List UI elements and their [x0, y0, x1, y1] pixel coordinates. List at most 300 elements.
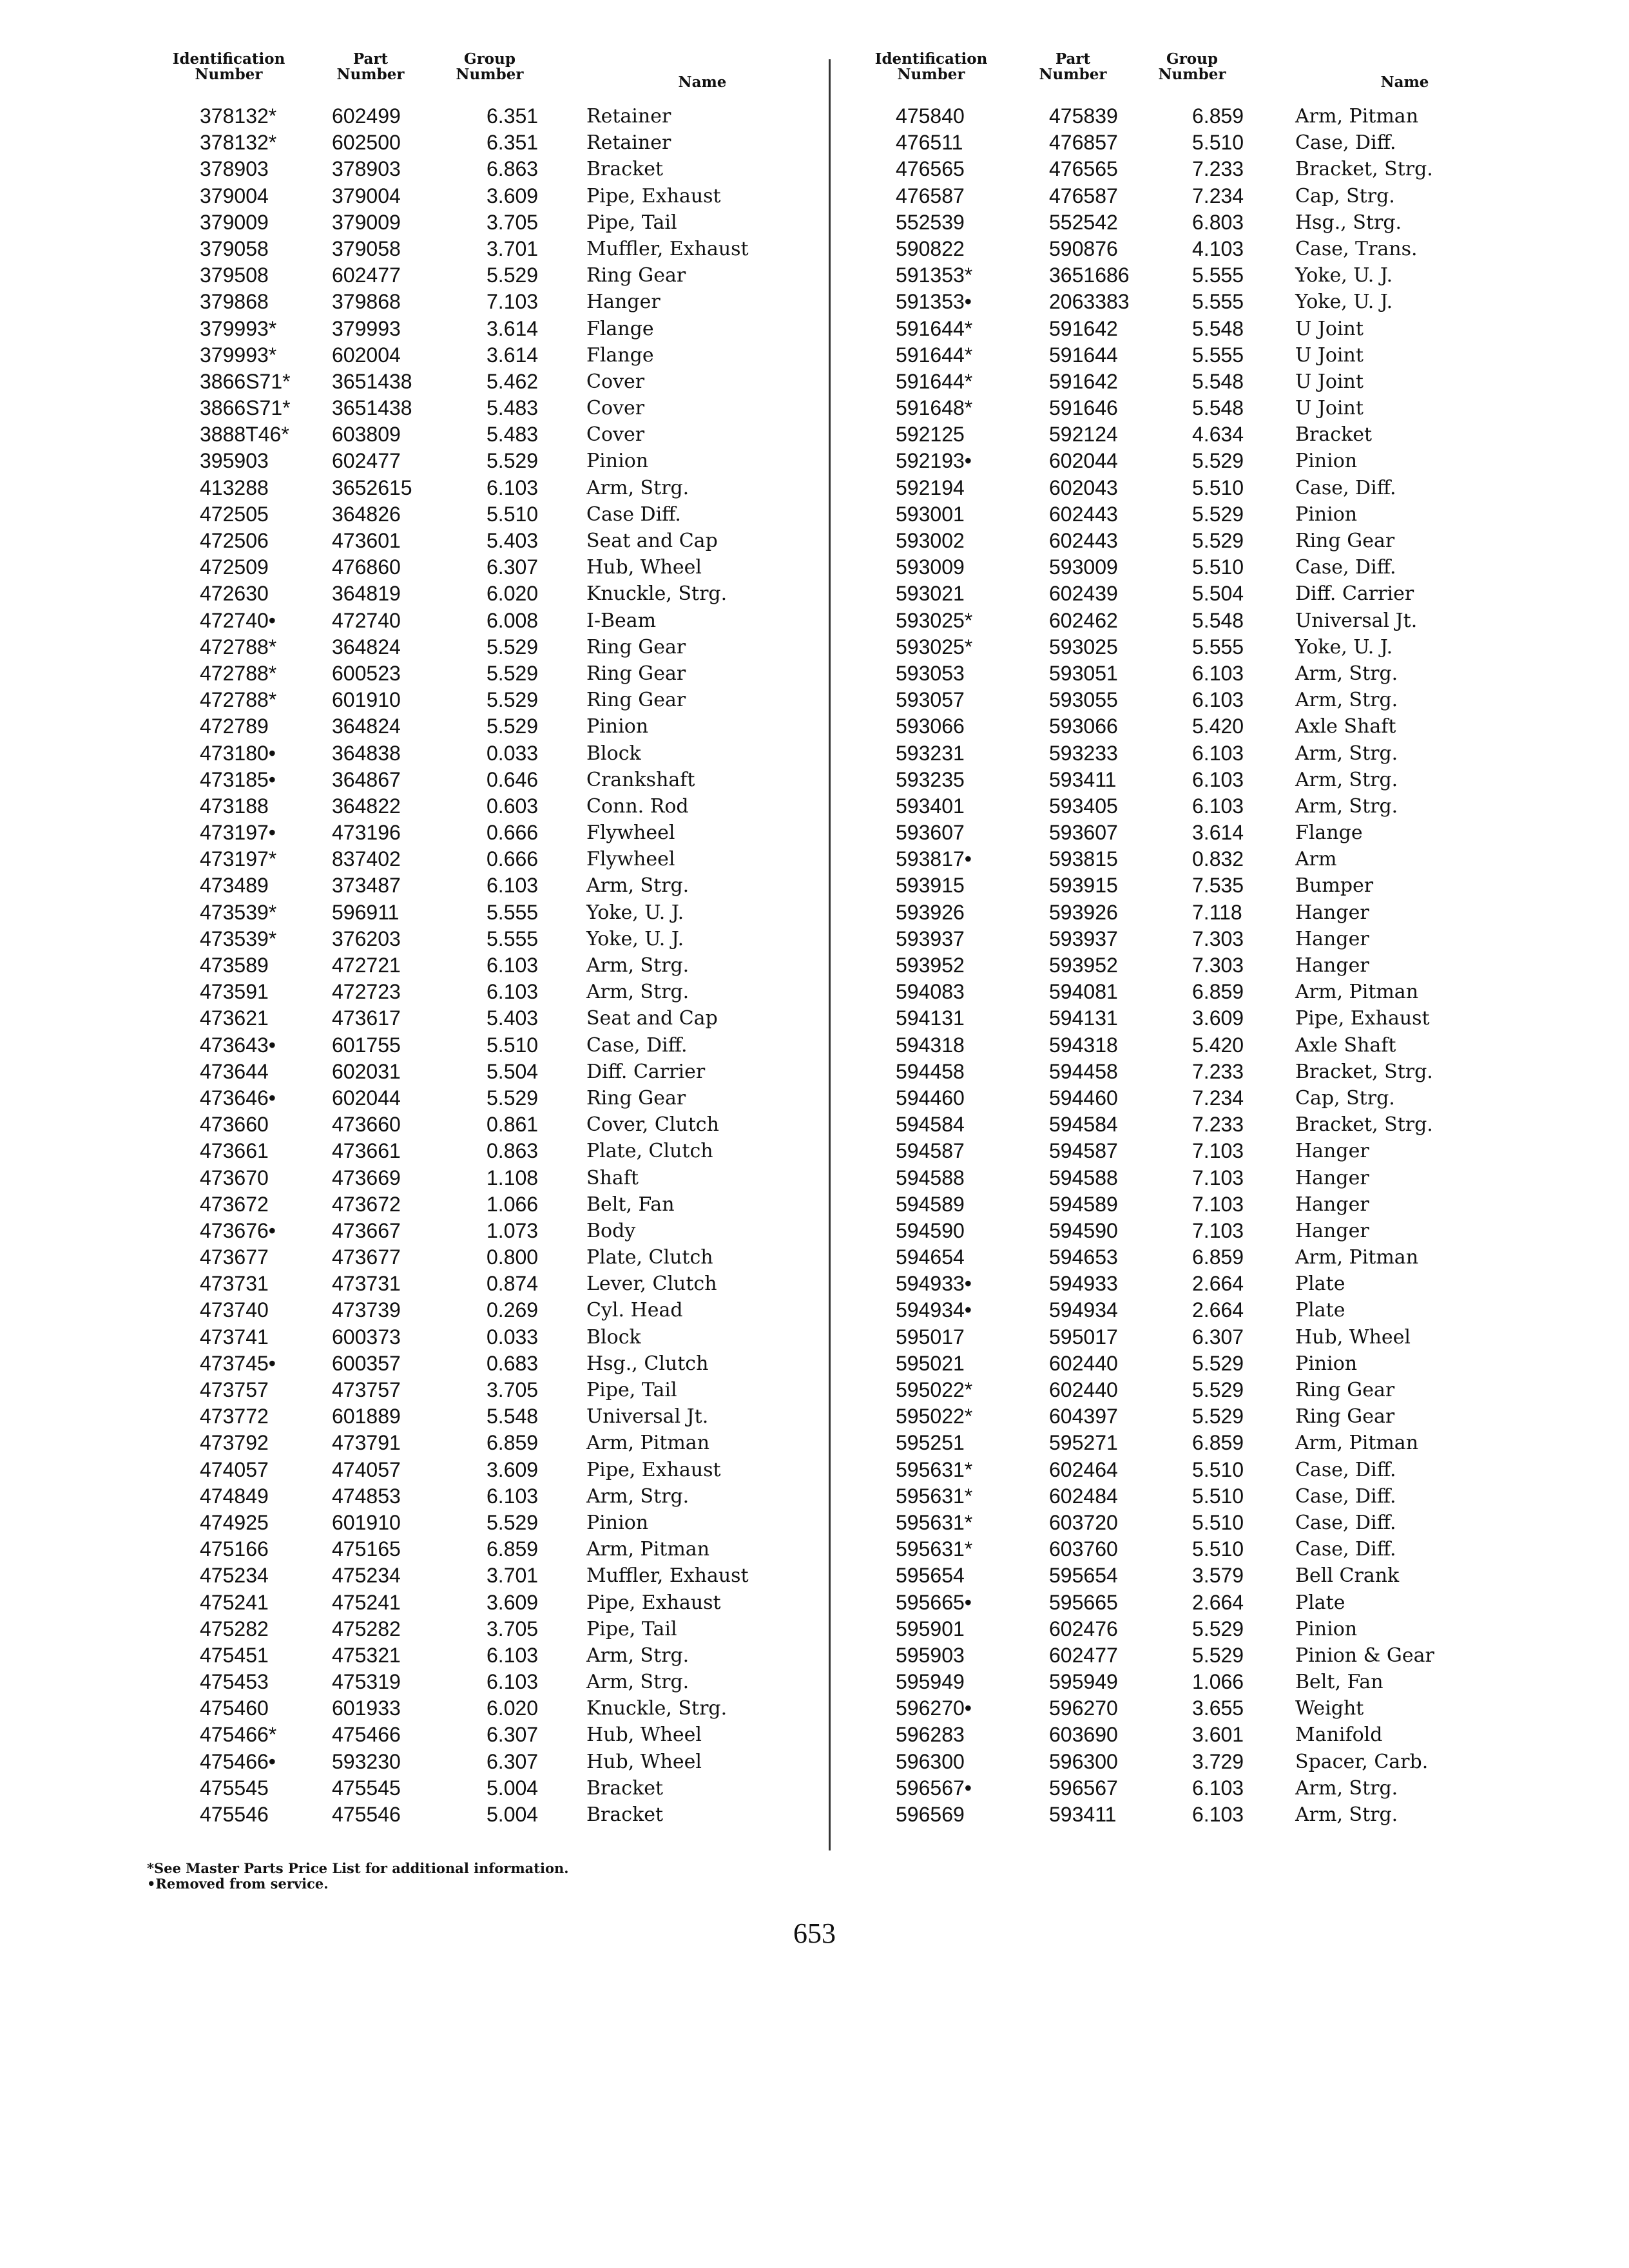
part-number-cell: 473669 — [332, 1166, 401, 1189]
group-number-cell: 6.863 — [487, 157, 539, 181]
part-number-cell: 594460 — [1049, 1086, 1118, 1110]
identification-number-cell: 395903 — [200, 449, 269, 473]
part-number-cell: 364822 — [332, 794, 401, 818]
group-number-cell: 4.634 — [1192, 423, 1244, 447]
name-cell: Cover, Clutch — [586, 1113, 719, 1137]
part-number-cell: 379009 — [332, 210, 401, 234]
group-number-cell: 7.233 — [1192, 1059, 1244, 1083]
part-number-cell: 3651686 — [1049, 264, 1130, 287]
part-number-cell: 475319 — [332, 1670, 401, 1694]
part-number-cell: 475165 — [332, 1537, 401, 1561]
part-number-cell: 593937 — [1049, 927, 1118, 950]
identification-number-cell: 472630 — [200, 582, 269, 606]
identification-number-cell: 475282 — [200, 1617, 269, 1640]
header-name: Name — [1380, 73, 1429, 91]
part-number-cell: 475546 — [332, 1803, 401, 1826]
name-cell: Arm, Strg. — [1295, 689, 1398, 712]
group-number-cell: 6.103 — [487, 1643, 539, 1667]
part-number-cell: 475321 — [332, 1643, 401, 1667]
header-name: Name — [678, 73, 727, 91]
identification-number-cell: 595631* — [896, 1457, 973, 1481]
group-number-cell: 3.705 — [487, 1378, 539, 1401]
identification-number-cell: 475451 — [200, 1643, 269, 1667]
identification-number-cell: 413288 — [200, 476, 269, 499]
name-cell: Arm, Strg. — [1295, 1776, 1398, 1800]
name-cell: Pipe, Tail — [586, 1617, 677, 1640]
name-cell: Arm, Strg. — [586, 954, 689, 977]
part-number-cell: 596300 — [1049, 1749, 1118, 1773]
identification-number-cell: 596283 — [896, 1723, 965, 1747]
name-cell: Cap, Strg. — [1295, 1086, 1395, 1110]
part-number-cell: 602477 — [332, 264, 401, 287]
name-cell: I-Beam — [586, 609, 657, 632]
part-number-cell: 604397 — [1049, 1405, 1118, 1428]
identification-number-cell: 594588 — [896, 1166, 965, 1189]
group-number-cell: 5.403 — [487, 529, 539, 552]
name-cell: Cap, Strg. — [1295, 184, 1395, 207]
part-number-cell: 379868 — [332, 290, 401, 314]
group-number-cell: 5.529 — [487, 1510, 539, 1534]
part-number-cell: 593405 — [1049, 794, 1118, 818]
identification-number-cell: 472506 — [200, 529, 269, 552]
part-number-cell: 601755 — [332, 1033, 401, 1057]
part-number-cell: 378903 — [332, 157, 401, 181]
part-number-cell: 602031 — [332, 1059, 401, 1083]
name-cell: U Joint — [1295, 397, 1364, 420]
name-cell: Arm — [1295, 848, 1337, 871]
part-number-cell: 594318 — [1049, 1033, 1118, 1057]
name-cell: U Joint — [1295, 370, 1364, 393]
identification-number-cell: 475460 — [200, 1696, 269, 1720]
group-number-cell: 5.529 — [487, 635, 539, 658]
group-number-cell: 0.603 — [487, 794, 539, 818]
part-number-cell: 601889 — [332, 1405, 401, 1428]
group-number-cell: 3.701 — [487, 236, 539, 260]
identification-number-cell: 379004 — [200, 184, 269, 207]
group-number-cell: 3.614 — [487, 316, 539, 340]
identification-number-cell: 473661 — [200, 1139, 269, 1163]
part-number-cell: 475282 — [332, 1617, 401, 1640]
name-cell: Seat and Cap — [586, 1007, 718, 1030]
header-group-number: Group Number — [456, 50, 524, 83]
identification-number-cell: 473741 — [200, 1325, 269, 1349]
identification-number-cell: 473670 — [200, 1166, 269, 1189]
group-number-cell: 2.664 — [1192, 1272, 1244, 1296]
identification-number-cell: 473757 — [200, 1378, 269, 1401]
identification-number-cell: 596569 — [896, 1803, 965, 1826]
part-number-cell: 473739 — [332, 1298, 401, 1322]
group-number-cell: 5.510 — [1192, 476, 1244, 499]
part-number-cell: 476565 — [1049, 157, 1118, 181]
group-number-cell: 5.529 — [1192, 1351, 1244, 1375]
group-number-cell: 0.874 — [487, 1272, 539, 1296]
identification-number-cell: 473677 — [200, 1245, 269, 1269]
header-identification-number: Identification Number — [874, 50, 988, 83]
part-number-cell: 602464 — [1049, 1457, 1118, 1481]
identification-number-cell: 593009 — [896, 555, 965, 579]
part-number-cell: 602443 — [1049, 529, 1118, 552]
group-number-cell: 0.646 — [487, 767, 539, 791]
footnote-see-master-list: *See Master Parts Price List for additional information. — [147, 1860, 569, 1876]
group-number-cell: 6.859 — [1192, 104, 1244, 128]
group-number-cell: 5.529 — [1192, 1378, 1244, 1401]
group-number-cell: 5.529 — [487, 688, 539, 712]
part-number-cell: 602443 — [1049, 502, 1118, 526]
identification-number-cell: 591644* — [896, 369, 973, 393]
name-cell: Ring Gear — [1295, 530, 1395, 552]
name-cell: Ring Gear — [1295, 1405, 1395, 1428]
group-number-cell: 6.103 — [1192, 688, 1244, 712]
part-number-cell: 602044 — [332, 1086, 401, 1110]
group-number-cell: 5.420 — [1192, 1033, 1244, 1057]
part-number-cell: 475545 — [332, 1776, 401, 1800]
part-number-cell: 364824 — [332, 635, 401, 658]
identification-number-cell: 593021 — [896, 582, 965, 606]
group-number-cell: 6.103 — [487, 1484, 539, 1508]
part-number-cell: 594131 — [1049, 1006, 1118, 1030]
group-number-cell: 6.103 — [487, 954, 539, 977]
part-number-cell: 473791 — [332, 1431, 401, 1455]
group-number-cell: 6.307 — [487, 1723, 539, 1747]
identification-number-cell: 475545 — [200, 1776, 269, 1800]
group-number-cell: 6.859 — [1192, 1245, 1244, 1269]
identification-number-cell: 595022* — [896, 1378, 973, 1401]
group-number-cell: 5.529 — [1192, 529, 1244, 552]
name-cell: Yoke, U. J. — [586, 927, 684, 950]
identification-number-cell: 472788* — [200, 635, 277, 658]
name-cell: Pipe, Tail — [586, 211, 677, 234]
name-cell: Muffler, Exhaust — [586, 1564, 749, 1588]
part-number-cell: 602477 — [332, 449, 401, 473]
identification-number-cell: 473792 — [200, 1431, 269, 1455]
name-cell: Hub, Wheel — [586, 1750, 702, 1773]
identification-number-cell: 475840 — [896, 104, 965, 128]
name-cell: Ring Gear — [586, 662, 686, 685]
name-cell: Hsg., Strg. — [1295, 211, 1402, 234]
part-number-cell: 596270 — [1049, 1696, 1118, 1720]
identification-number-cell: 473489 — [200, 874, 269, 898]
part-number-cell: 601910 — [332, 1510, 401, 1534]
part-number-cell: 379058 — [332, 236, 401, 260]
name-cell: Yoke, U. J. — [1295, 264, 1393, 287]
group-number-cell: 6.103 — [1192, 794, 1244, 818]
group-number-cell: 5.555 — [487, 900, 539, 924]
identification-number-cell: 379993* — [200, 343, 277, 367]
part-number-cell: 473667 — [332, 1218, 401, 1242]
name-cell: Arm, Strg. — [586, 476, 689, 499]
group-number-cell: 5.510 — [1192, 555, 1244, 579]
group-number-cell: 3.614 — [1192, 821, 1244, 845]
identification-number-cell: 594584 — [896, 1113, 965, 1137]
group-number-cell: 5.529 — [1192, 502, 1244, 526]
part-number-cell: 591644 — [1049, 343, 1118, 367]
name-cell: Yoke, U. J. — [586, 901, 684, 924]
part-number-cell: 475839 — [1049, 104, 1118, 128]
name-cell: Cover — [586, 397, 645, 420]
footnote-removed-from-service: •Removed from service. — [147, 1876, 329, 1892]
group-number-cell: 5.504 — [487, 1059, 539, 1083]
part-number-cell: 476587 — [1049, 184, 1118, 207]
group-number-cell: 6.103 — [1192, 1776, 1244, 1800]
part-number-cell: 603720 — [1049, 1510, 1118, 1534]
part-number-cell: 3652615 — [332, 476, 412, 499]
name-cell: Pinion — [586, 1511, 649, 1534]
group-number-cell: 5.462 — [487, 369, 539, 393]
group-number-cell: 7.234 — [1192, 184, 1244, 207]
name-cell: Hanger — [586, 291, 660, 314]
identification-number-cell: 595631* — [896, 1510, 973, 1534]
identification-number-cell: 594460 — [896, 1086, 965, 1110]
identification-number-cell: 593937 — [896, 927, 965, 950]
identification-number-cell: 473591 — [200, 980, 269, 1004]
name-cell: Axle Shaft — [1295, 1033, 1396, 1057]
name-cell: Crankshaft — [586, 768, 695, 791]
part-number-cell: 473196 — [332, 821, 401, 845]
group-number-cell: 3.705 — [487, 210, 539, 234]
group-number-cell: 5.004 — [487, 1803, 539, 1826]
name-cell: Pipe, Exhaust — [586, 184, 721, 207]
identification-number-cell: 595017 — [896, 1325, 965, 1349]
part-number-cell: 476860 — [332, 555, 401, 579]
name-cell: Ring Gear — [1295, 1379, 1395, 1401]
name-cell: Plate — [1295, 1273, 1345, 1296]
part-number-cell: 591642 — [1049, 316, 1118, 340]
name-cell: Hanger — [1295, 1166, 1369, 1189]
identification-number-cell: 473676• — [200, 1218, 276, 1242]
group-number-cell: 1.073 — [487, 1218, 539, 1242]
identification-number-cell: 473185• — [200, 767, 276, 791]
name-cell: Arm, Strg. — [1295, 1803, 1398, 1826]
group-number-cell: 5.555 — [1192, 264, 1244, 287]
group-number-cell: 3.655 — [1192, 1696, 1244, 1720]
identification-number-cell: 593926 — [896, 900, 965, 924]
group-number-cell: 0.666 — [487, 847, 539, 871]
identification-number-cell: 596300 — [896, 1749, 965, 1773]
identification-number-cell: 593952 — [896, 954, 965, 977]
name-cell: Pinion — [586, 715, 649, 738]
identification-number-cell: 593607 — [896, 821, 965, 845]
part-number-cell: 603809 — [332, 423, 401, 447]
name-cell: Bracket — [586, 158, 664, 181]
part-number-cell: 593233 — [1049, 741, 1118, 765]
part-number-cell: 2063383 — [1049, 290, 1130, 314]
name-cell: Pinion — [1295, 1617, 1358, 1640]
part-number-cell: 473617 — [332, 1006, 401, 1030]
group-number-cell: 7.234 — [1192, 1086, 1244, 1110]
part-number-cell: 379993 — [332, 316, 401, 340]
name-cell: Lever, Clutch — [586, 1273, 717, 1296]
identification-number-cell: 472789 — [200, 715, 269, 738]
name-cell: Ring Gear — [586, 635, 686, 658]
part-number-cell: 596567 — [1049, 1776, 1118, 1800]
name-cell: Pipe, Tail — [586, 1379, 677, 1401]
name-cell: Case, Trans. — [1295, 237, 1418, 260]
name-cell: U Joint — [1295, 317, 1364, 340]
part-number-cell: 595949 — [1049, 1670, 1118, 1694]
part-number-cell: 364867 — [332, 767, 401, 791]
name-cell: Belt, Fan — [1295, 1671, 1383, 1694]
identification-number-cell: 473197* — [200, 847, 277, 871]
identification-number-cell: 594083 — [896, 980, 965, 1004]
group-number-cell: 3.614 — [487, 343, 539, 367]
name-cell: Arm, Pitman — [586, 1432, 710, 1455]
part-number-cell: 596911 — [332, 900, 400, 924]
name-cell: Arm, Strg. — [586, 981, 689, 1004]
group-number-cell: 6.351 — [487, 104, 539, 128]
identification-number-cell: 593025* — [896, 608, 973, 632]
name-cell: Hub, Wheel — [586, 1724, 702, 1747]
identification-number-cell: 595949 — [896, 1670, 965, 1694]
identification-number-cell: 595654 — [896, 1564, 965, 1588]
name-cell: Case, Diff. — [1295, 1538, 1396, 1561]
identification-number-cell: 378132* — [200, 131, 277, 155]
name-cell: Knuckle, Strg. — [586, 582, 728, 606]
group-number-cell: 3.609 — [487, 1590, 539, 1614]
name-cell: Spacer, Carb. — [1295, 1750, 1429, 1773]
name-cell: Case, Diff. — [1295, 476, 1396, 499]
name-cell: Case, Diff. — [1295, 131, 1396, 155]
identification-number-cell: 595022* — [896, 1405, 973, 1428]
group-number-cell: 1.066 — [487, 1192, 539, 1216]
name-cell: Case Diff. — [586, 503, 681, 526]
part-number-cell: 590876 — [1049, 236, 1118, 260]
group-number-cell: 5.529 — [1192, 1643, 1244, 1667]
identification-number-cell: 552539 — [896, 210, 965, 234]
part-number-cell: 602043 — [1049, 476, 1118, 499]
part-number-cell: 593926 — [1049, 900, 1118, 924]
group-number-cell: 0.863 — [487, 1139, 539, 1163]
group-number-cell: 5.529 — [487, 661, 539, 685]
part-number-cell: 602476 — [1049, 1617, 1118, 1640]
header-group-number: Group Number — [1158, 50, 1226, 83]
name-cell: Retainer — [586, 131, 671, 155]
group-number-cell: 5.510 — [1192, 131, 1244, 155]
identification-number-cell: 594590 — [896, 1218, 965, 1242]
name-cell: Arm, Pitman — [586, 1538, 710, 1561]
identification-number-cell: 590822 — [896, 236, 965, 260]
group-number-cell: 6.103 — [1192, 661, 1244, 685]
identification-number-cell: 593401 — [896, 794, 965, 818]
name-cell: Arm, Strg. — [586, 1485, 689, 1508]
identification-number-cell: 473188 — [200, 794, 269, 818]
group-number-cell: 5.504 — [1192, 582, 1244, 606]
name-cell: Cover — [586, 423, 645, 447]
group-number-cell: 6.103 — [487, 874, 539, 898]
identification-number-cell: 475466• — [200, 1749, 276, 1773]
group-number-cell: 5.529 — [487, 264, 539, 287]
part-number-cell: 837402 — [332, 847, 401, 871]
name-cell: Arm, Strg. — [1295, 794, 1398, 818]
group-number-cell: 6.307 — [487, 1749, 539, 1773]
identification-number-cell: 595631* — [896, 1484, 973, 1508]
group-number-cell: 5.529 — [487, 1086, 539, 1110]
identification-number-cell: 378903 — [200, 157, 269, 181]
page-number: 653 — [793, 1917, 836, 1949]
identification-number-cell: 473180• — [200, 741, 276, 765]
identification-number-cell: 473731 — [200, 1272, 269, 1296]
part-number-cell: 593009 — [1049, 555, 1118, 579]
identification-number-cell: 593817• — [896, 847, 972, 871]
identification-number-cell: 591353* — [896, 264, 973, 287]
group-number-cell: 6.103 — [487, 476, 539, 499]
group-number-cell: 5.529 — [487, 715, 539, 738]
name-cell: Plate — [1295, 1591, 1345, 1614]
group-number-cell: 6.307 — [487, 555, 539, 579]
part-number-cell: 594458 — [1049, 1059, 1118, 1083]
group-number-cell: 7.233 — [1192, 157, 1244, 181]
name-cell: Case, Diff. — [1295, 1458, 1396, 1481]
group-number-cell: 7.233 — [1192, 1113, 1244, 1137]
part-number-cell: 602440 — [1049, 1351, 1118, 1375]
group-number-cell: 6.020 — [487, 582, 539, 606]
identification-number-cell: 474849 — [200, 1484, 269, 1508]
group-number-cell: 6.803 — [1192, 210, 1244, 234]
name-cell: Yoke, U. J. — [1295, 635, 1393, 658]
group-number-cell: 5.548 — [1192, 369, 1244, 393]
part-number-cell: 593952 — [1049, 954, 1118, 977]
part-number-cell: 552542 — [1049, 210, 1118, 234]
group-number-cell: 5.548 — [1192, 608, 1244, 632]
group-number-cell: 6.103 — [487, 980, 539, 1004]
identification-number-cell: 474057 — [200, 1457, 269, 1481]
identification-number-cell: 472788* — [200, 688, 277, 712]
part-number-cell: 364826 — [332, 502, 401, 526]
part-number-cell: 602484 — [1049, 1484, 1118, 1508]
identification-number-cell: 594458 — [896, 1059, 965, 1083]
group-number-cell: 6.859 — [487, 1431, 539, 1455]
group-number-cell: 5.403 — [487, 1006, 539, 1030]
identification-number-cell: 473539* — [200, 900, 277, 924]
part-number-cell: 364819 — [332, 582, 401, 606]
identification-number-cell: 594589 — [896, 1192, 965, 1216]
name-cell: Pipe, Exhaust — [586, 1591, 721, 1614]
name-cell: Hanger — [1295, 1193, 1369, 1216]
identification-number-cell: 3888T46* — [200, 423, 289, 447]
part-number-cell: 594590 — [1049, 1218, 1118, 1242]
name-cell: Cyl. Head — [586, 1299, 683, 1322]
identification-number-cell: 591648* — [896, 396, 973, 420]
identification-number-cell: 475466* — [200, 1723, 277, 1747]
part-number-cell: 593607 — [1049, 821, 1118, 845]
group-number-cell: 5.004 — [487, 1776, 539, 1800]
name-cell: Universal Jt. — [586, 1405, 709, 1428]
group-number-cell: 0.683 — [487, 1351, 539, 1375]
identification-number-cell: 473589 — [200, 954, 269, 977]
part-number-cell: 593230 — [332, 1749, 401, 1773]
part-number-cell: 473601 — [332, 529, 401, 552]
group-number-cell: 6.103 — [487, 1670, 539, 1694]
name-cell: Bracket, Strg. — [1295, 1060, 1433, 1083]
identification-number-cell: 473621 — [200, 1006, 269, 1030]
group-number-cell: 7.103 — [1192, 1192, 1244, 1216]
name-cell: Arm, Strg. — [586, 874, 689, 898]
part-number-cell: 474853 — [332, 1484, 401, 1508]
part-number-cell: 602440 — [1049, 1378, 1118, 1401]
part-number-cell: 603760 — [1049, 1537, 1118, 1561]
name-cell: Pinion — [586, 450, 649, 473]
group-number-cell: 3.609 — [487, 1457, 539, 1481]
part-number-cell: 594587 — [1049, 1139, 1118, 1163]
identification-number-cell: 593235 — [896, 767, 965, 791]
identification-number-cell: 379009 — [200, 210, 269, 234]
name-cell: Hub, Wheel — [1295, 1325, 1411, 1349]
name-cell: Hub, Wheel — [586, 556, 702, 579]
group-number-cell: 6.103 — [1192, 767, 1244, 791]
name-cell: Bracket — [586, 1776, 664, 1800]
part-number-cell: 475466 — [332, 1723, 401, 1747]
identification-number-cell: 592193• — [896, 449, 972, 473]
name-cell: Shaft — [586, 1166, 639, 1189]
